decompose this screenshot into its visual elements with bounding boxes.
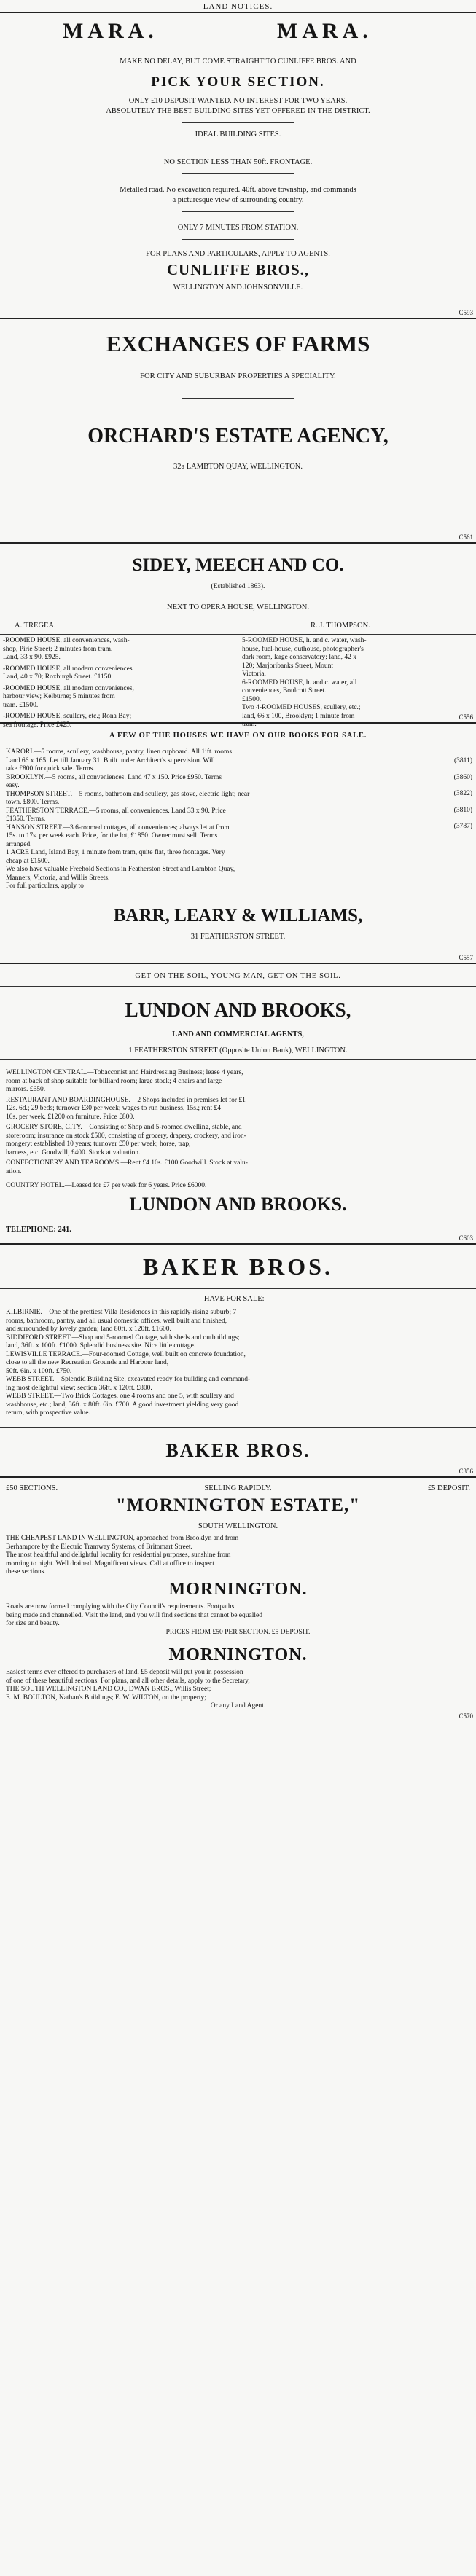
paragraph-line: THE CHEAPEST LAND IN WELLINGTON, approached from Brooklyn and from <box>6 1535 239 1542</box>
listing-line: 6-ROOMED HOUSE, h. and c. water, all <box>242 678 357 686</box>
baker-advert <box>0 1245 476 1478</box>
mornington-heading: MORNINGTON. <box>168 1645 308 1664</box>
divider <box>182 211 294 212</box>
paragraph-line: The most healthful and delightful locality for residential purposes, sunshine from <box>6 1551 231 1559</box>
divider <box>0 634 476 635</box>
paragraph-line: PRICES FROM £50 PER SECTION. £5 DEPOSIT. <box>165 1628 311 1636</box>
listing-line: -ROOMED HOUSE, all modern conveniences. <box>3 665 134 673</box>
listing-line: take £800 for quick sale. Terms. <box>6 765 95 772</box>
mara-frontage: NO SECTION LESS THAN 50ft. FRONTAGE. <box>163 158 313 166</box>
agency-address: 32a LAMBTON QUAY, WELLINGTON. <box>173 463 303 471</box>
listing-line: KILBIRNIE.—One of the prettiest Villa Residences in this rapidly-rising suburb; 7 <box>6 1309 237 1316</box>
listing-line: HANSON STREET.—3 6-roomed cottages, all conveniences; always let at from <box>6 823 230 831</box>
listing-line: ation. <box>6 1167 22 1175</box>
listing-line: and surrounded by lovely garden; land 80ft. x 120ft. £1600. <box>6 1326 171 1333</box>
reference-numbers <box>454 757 472 831</box>
divider <box>0 1059 476 1060</box>
lundon-subtitle: LAND AND COMMERCIAL AGENTS, <box>172 1030 304 1038</box>
listing-line: We also have valuable Freehold Sections in Featherston Street and Lambton Quay, <box>6 866 235 873</box>
mornington-roads <box>6 1603 470 1637</box>
serial-number: C356 <box>459 1468 473 1475</box>
serial-number: C570 <box>459 1712 473 1720</box>
divider <box>182 239 294 240</box>
ref-number: (3811) <box>454 757 472 764</box>
mornington-intro <box>6 1535 470 1577</box>
listing-line: WELLINGTON CENTRAL.—Tobacconist and Hairdressing Business; lease 4 years, <box>6 1069 243 1076</box>
listing-line: house, fuel-house, outhouse, photographer's <box>242 645 364 653</box>
mornington-advert <box>0 1478 476 2576</box>
listing-line: Two 4-ROOMED HOUSES, scullery, etc.; <box>242 704 361 711</box>
listing-line: town. £800. Terms. <box>6 799 60 806</box>
listing-line: WEBB STREET.—Two Brick Cottages, one 4 rooms and one 5, with scullery and <box>6 1393 234 1400</box>
listing-line: mongery; established 10 years; turnover £50 per week; horse, trap, <box>6 1140 191 1148</box>
listing-line: room at back of shop suitable for billiard room; large stock; 4 chairs and large <box>6 1077 222 1085</box>
barr-firm-name: BARR, LEARY & WILLIAMS, <box>113 906 363 925</box>
mara-intro: MAKE NO DELAY, BUT COME STRAIGHT TO CUNLIFFE BROS. AND <box>120 58 356 66</box>
listing-line: 120; Marjoribanks Street, Mount <box>242 662 334 670</box>
listing-line: easy. <box>6 782 20 789</box>
listing-line: THOMPSON STREET.—5 rooms, bathroom and scullery, gas stove, electric light; near <box>6 790 250 798</box>
sidey-title: SIDEY, MEECH AND CO. <box>132 555 344 575</box>
divider <box>182 173 294 174</box>
orchard-advert <box>0 319 476 544</box>
listing-line: COUNTRY HOTEL.—Leased for £7 per week for 6 years. Price £6000. <box>6 1182 207 1189</box>
listing-line: conveniences, Boulcott Street. <box>242 687 327 694</box>
price-tag: £50 SECTIONS. <box>6 1484 58 1492</box>
lundon-address: 1 FEATHERSTON STREET (Opposite Union Bank), WELLINGTON. <box>128 1046 348 1054</box>
listing-line: land, 36ft. x 100ft. £1000. Splendid business site. Nice little cottage. <box>6 1342 196 1350</box>
mornington-location: SOUTH WELLINGTON. <box>198 1522 278 1530</box>
listing-line: KARORI.—5 rooms, scullery, washhouse, pantry, linen cupboard. All 1ift. rooms. <box>6 748 234 756</box>
listing-line: shop, Pirie Street; 2 minutes from tram. <box>3 645 113 653</box>
listing-line: close to all the new Recreation Grounds and Harbour land, <box>6 1359 169 1366</box>
listing-line: sea frontage. Price £425. <box>3 721 72 729</box>
listing-line: 50ft. 6in. x 100ft. £750. <box>6 1367 72 1375</box>
listing-line: 12s. 6d.; 29 beds; turnover £30 per week; wages to run business, 15s.; rent £4 <box>6 1105 221 1112</box>
partner-left: A. TREGEA. <box>15 622 56 630</box>
agency-name: ORCHARD'S ESTATE AGENCY, <box>87 425 389 447</box>
listing-line: Land, 33 x 90. £925. <box>3 654 61 661</box>
listing-line: tram. <box>242 721 257 728</box>
deposit-tag: £5 DEPOSIT. <box>427 1484 470 1492</box>
section-title: LAND NOTICES. <box>203 2 273 11</box>
paragraph-line: these sections. <box>6 1568 46 1575</box>
ref-number: (3810) <box>453 806 472 814</box>
listing-line: BIDDIFORD STREET.—Shop and 5-roomed Cottage, with sheds and outbuildings; <box>6 1334 240 1342</box>
sidey-left-column <box>3 637 235 729</box>
listing-line: washhouse, etc.; land, 36ft. x 80ft. 6in. £700. A good investment yielding very good <box>6 1401 239 1409</box>
mara-agent-location: WELLINGTON AND JOHNSONVILLE. <box>173 283 303 291</box>
listing-line: rooms, bathroom, pantry, and all usual domestic offices, well built and finished, <box>6 1317 227 1325</box>
paragraph-line: Berhampore by the Electric Tramway Systems, of Britomart Street. <box>6 1543 192 1551</box>
listing-line: harness, etc. Goodwill, £400. Stock at valuation. <box>6 1148 141 1156</box>
mara-view: a picturesque view of surrounding country. <box>172 196 304 204</box>
mornington-terms <box>6 1669 470 1711</box>
sidey-right-column <box>242 637 474 729</box>
paragraph-line: for size and beauty. <box>6 1620 60 1627</box>
paragraph-line: Roads are now formed complying with the City Council's requirements. Footpaths <box>6 1603 235 1610</box>
paragraph-line: morning to night. Well drained. Magnificent views. Call at office to inspect <box>6 1559 214 1567</box>
listing-line: mirrors. £650. <box>6 1086 46 1093</box>
baker-footer: BAKER BROS. <box>165 1440 311 1461</box>
baker-for-sale: HAVE FOR SALE:— <box>203 1295 273 1303</box>
ref-number: (3860) <box>453 773 472 781</box>
mara-agent: CUNLIFFE BROS., <box>166 261 310 278</box>
mara-deposit: ONLY £10 DEPOSIT WANTED. NO INTEREST FOR TWO YEARS. <box>128 97 348 105</box>
serial-number: C556 <box>459 713 473 721</box>
divider <box>182 398 294 399</box>
mara-ideal-sites: IDEAL BUILDING SITES. <box>195 130 281 138</box>
lundon-footer: LUNDON AND BROOKS. <box>129 1194 347 1215</box>
listing-line: GROCERY STORE, CITY.—Consisting of Shop and 5-roomed dwelling, stable, and <box>6 1124 242 1131</box>
listing-line: Victoria. <box>242 670 266 678</box>
divider <box>0 986 476 987</box>
listing-line: -ROOMED HOUSE, all conveniences, wash- <box>3 637 130 644</box>
mornington-heading: MORNINGTON. <box>168 1580 308 1599</box>
partner-right: R. J. THOMPSON. <box>311 622 370 630</box>
paragraph-line: Easiest terms ever offered to purchasers of land. £5 deposit will put you in possession <box>6 1669 243 1676</box>
exchanges-title: EXCHANGES OF FARMS <box>106 331 370 356</box>
listing-line: Manners, Victoria, and Willis Streets. <box>6 874 110 882</box>
listing-line: CONFECTIONERY AND TEAROOMS.—Rent £4 10s. £100 Goodwill. Stock at valu- <box>6 1159 248 1167</box>
listing-line: arranged. <box>6 840 32 848</box>
listing-line: dark room, large conservatory; land, 42 x <box>242 654 357 661</box>
baker-title: BAKER BROS. <box>143 1253 333 1280</box>
lundon-listings <box>6 1069 470 1191</box>
lundon-advert <box>0 964 476 1245</box>
listing-line: storeroom; insurance on stock £500, consisting of grocery, drapery, crockery, and iron- <box>6 1132 246 1140</box>
lundon-telephone: TELEPHONE: 241. <box>6 1226 71 1234</box>
page-header <box>0 0 476 13</box>
ref-number: (3822) <box>453 790 472 797</box>
listing-line: Land 66 x 165. Let till January 31. Built under Architect's supervision. Will <box>6 756 215 764</box>
mara-heading-left: MARA. <box>63 19 158 43</box>
listing-line: ing most delightful view; section 36ft. x 120ft. £800. <box>6 1384 152 1392</box>
listing-line: return, with prospective value. <box>6 1409 90 1417</box>
listing-line: £1350. Terms. <box>6 815 46 823</box>
divider <box>0 1288 476 1289</box>
listing-line: WEBB STREET.—Splendid Building Site, excavated ready for building and command- <box>6 1376 251 1383</box>
listing-line: For full particulars, apply to <box>6 882 84 890</box>
selling-rapidly: SELLING RAPIDLY. <box>204 1484 272 1492</box>
sidey-advert <box>0 544 476 729</box>
sidey-location: NEXT TO OPERA HOUSE, WELLINGTON. <box>166 603 310 611</box>
mara-advert <box>0 13 476 319</box>
listing-line: land, 66 x 100, Brooklyn; 1 minute from <box>242 712 355 720</box>
mara-station: ONLY 7 MINUTES FROM STATION. <box>177 224 299 232</box>
divider <box>182 122 294 123</box>
barr-address: 31 FEATHERSTON STREET. <box>190 933 286 941</box>
serial-number: C557 <box>459 954 473 961</box>
serial-number: C603 <box>459 1234 473 1242</box>
mornington-title: "MORNINGTON ESTATE," <box>115 1495 361 1515</box>
serial-number: C593 <box>459 309 473 316</box>
listing-line: LEWISVILLE TERRACE.—Four-roomed Cottage, well built on concrete foundation, <box>6 1350 246 1358</box>
mara-pick-section: PICK YOUR SECTION. <box>151 74 325 90</box>
books-heading: A FEW OF THE HOUSES WE HAVE ON OUR BOOKS FOR SALE. <box>109 732 367 740</box>
listing-line: -ROOMED HOUSE, scullery, etc.; Rona Bay; <box>3 713 132 720</box>
listing-line: RESTAURANT AND BOARDINGHOUSE.—2 Shops included in premises let for £1 <box>6 1096 246 1104</box>
mara-road: Metalled road. No excavation required. 40ft. above township, and commands <box>120 186 356 194</box>
listing-line: 15s. to 17s. per week each. Price, for the lot, £1850. Owner must sell. Terms <box>6 832 218 839</box>
listing-line: tram. £1500. <box>3 701 39 709</box>
mara-heading-right: MARA. <box>277 19 372 43</box>
baker-listings <box>6 1309 470 1418</box>
listing-line: FEATHERSTON TERRACE.—5 rooms, all conveniences. Land 33 x 90. Price <box>6 807 226 815</box>
listing-line: 1 ACRE Land, Island Bay, 1 minute from tram, quite flat, three frontages. Very <box>6 849 225 856</box>
listing-line: cheap at £1500. <box>6 857 50 865</box>
books-listings <box>6 748 445 891</box>
listing-line: 5-ROOMED HOUSE, h. and c. water, wash- <box>242 637 367 644</box>
listing-line: BROOKLYN.—5 rooms, all conveniences. Land 47 x 150. Price £950. Terms <box>6 773 222 781</box>
divider <box>0 1427 476 1428</box>
mara-best-sites: ABSOLUTELY THE BEST BUILDING SITES YET OFFERED IN THE DISTRICT. <box>106 107 370 115</box>
paragraph-line: THE SOUTH WELLINGTON LAND CO., DWAN BROS., Willis Street; <box>6 1686 211 1693</box>
listing-line: -ROOMED HOUSE, all modern conveniences, <box>3 684 134 692</box>
serial-number: C561 <box>459 533 473 541</box>
lundon-slogan: GET ON THE SOIL, YOUNG MAN, GET ON THE SOIL. <box>135 972 341 980</box>
ref-number: (3787) <box>453 823 472 830</box>
listing-line: £1500. <box>242 695 262 703</box>
listing-line: 10s. per week. £1200 on furniture. Price £800. <box>6 1113 135 1121</box>
listing-line: harbour view; Kelburne; 5 minutes from <box>3 693 115 700</box>
paragraph-line: being made and channelled. Visit the land, and you will find sections that cannot be equalled <box>6 1611 262 1619</box>
paragraph-line: E. M. BOULTON, Nathan's Buildings; E. W. WILTON, on the property; <box>6 1694 206 1702</box>
paragraph-line: Or any Land Agent. <box>210 1702 266 1710</box>
paragraph-line: of one of these beautiful sections. For plans, and all other details, apply to the Secretary, <box>6 1677 250 1685</box>
lundon-title: LUNDON AND BROOKS, <box>125 999 351 1021</box>
sidey-established: (Established 1863). <box>211 583 265 590</box>
barr-advert <box>0 724 476 964</box>
listing-line: Land, 40 x 70; Roxburgh Street. £1150. <box>3 673 113 681</box>
exchanges-subtitle: FOR CITY AND SUBURBAN PROPERTIES A SPECIALITY. <box>140 372 336 380</box>
mara-apply: FOR PLANS AND PARTICULARS, APPLY TO AGENTS. <box>146 250 330 258</box>
